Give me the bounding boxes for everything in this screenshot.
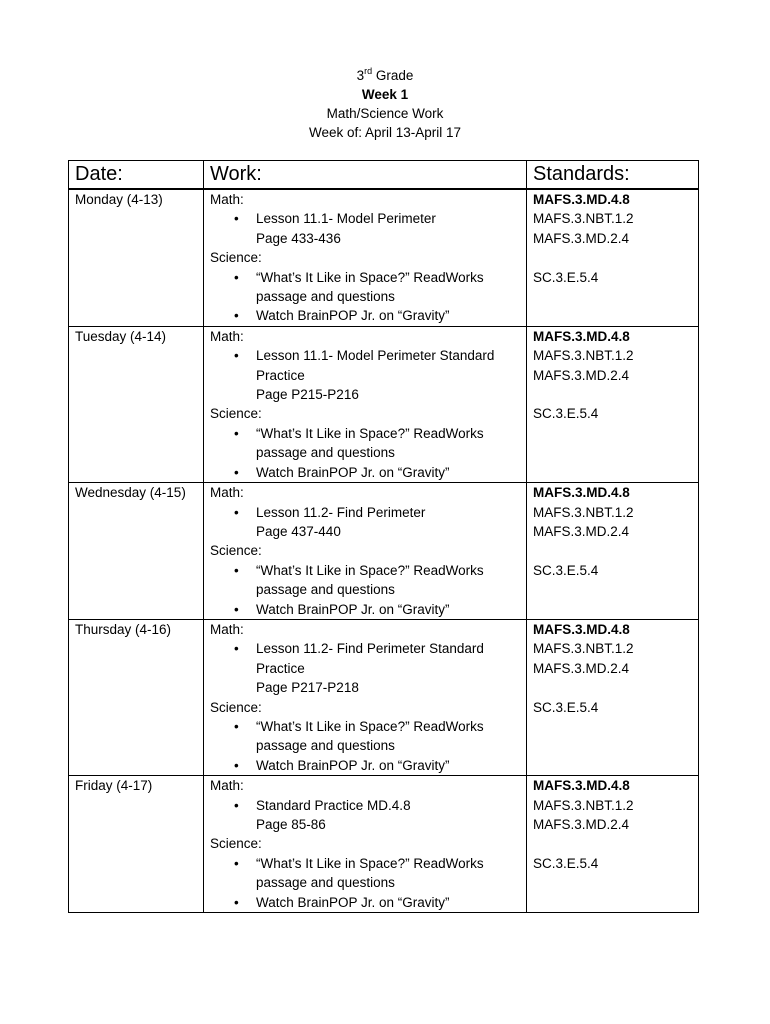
- science-item: [256, 463, 520, 482]
- science-list: [210, 268, 520, 326]
- week-of-line: Week of: April 13-April 17: [308, 125, 462, 140]
- math-item: [256, 639, 520, 697]
- science-item-line: • Watch BrainPOP Jr. on “Gravity”: [256, 757, 450, 773]
- science-item-line: • Watch BrainPOP Jr. on “Gravity”: [256, 601, 450, 617]
- math-item: [256, 209, 520, 248]
- science-standard-code: SC.3.E.5.4: [533, 406, 599, 422]
- science-standard-code: SC.3.E.5.4: [533, 699, 599, 715]
- schedule-body: [69, 189, 699, 913]
- math-list: [210, 346, 520, 404]
- table-row: [69, 189, 699, 326]
- science-item: [256, 306, 520, 325]
- day-label: Monday (4-13): [75, 192, 163, 207]
- math-item-line: • Lesson 11.1- Model Perimeter: [256, 211, 436, 227]
- math-item-line: • Standard Practice MD.4.8: [256, 797, 411, 813]
- day-label: Wednesday (4-15): [75, 485, 186, 501]
- table-row: [69, 776, 699, 913]
- science-label: Science:: [210, 406, 262, 422]
- science-item: [256, 854, 520, 893]
- day-cell: [69, 483, 204, 620]
- standard-spacer: [533, 541, 692, 560]
- math-item: [256, 796, 520, 835]
- standard-code: MAFS.3.MD.2.4: [533, 523, 630, 539]
- grade-ordinal: rd: [364, 65, 373, 76]
- subject-title: Math/Science Work: [326, 106, 444, 121]
- science-list: [210, 854, 520, 912]
- standard-code: MAFS.3.MD.4.8: [533, 192, 630, 207]
- science-item: [256, 268, 520, 307]
- schedule-table: [68, 160, 699, 913]
- header-standards: Standards:: [527, 161, 699, 190]
- standard-code: MAFS.3.NBT.1.2: [533, 348, 634, 364]
- math-list: [210, 796, 520, 835]
- standard-code: MAFS.3.MD.4.8: [533, 778, 630, 794]
- standard-code: MAFS.3.MD.2.4: [533, 230, 630, 246]
- work-cell: [204, 619, 527, 775]
- standard-spacer: [533, 248, 692, 267]
- math-label: Math:: [210, 485, 244, 501]
- science-item-line: • Watch BrainPOP Jr. on “Gravity”: [256, 894, 450, 910]
- science-item-line: • “What’s It Like in Space?” ReadWorks: [256, 718, 484, 734]
- math-item-line: Practice: [256, 660, 305, 676]
- science-list: [210, 424, 520, 482]
- standard-code: MAFS.3.NBT.1.2: [533, 504, 634, 520]
- math-item-line: Page P217-P218: [256, 680, 359, 696]
- table-row: [69, 619, 699, 775]
- science-item-line: passage and questions: [256, 875, 395, 891]
- standard-code: MAFS.3.MD.4.8: [533, 485, 630, 501]
- math-list: [210, 503, 520, 542]
- standard-spacer: [533, 834, 692, 853]
- science-standard-code: SC.3.E.5.4: [533, 855, 599, 871]
- science-standard-code: SC.3.E.5.4: [533, 269, 599, 285]
- standard-code: MAFS.3.NBT.1.2: [533, 641, 634, 657]
- science-label: Science:: [210, 250, 262, 266]
- math-list: [210, 639, 520, 697]
- math-label: Math:: [210, 328, 244, 344]
- science-item-line: • Watch BrainPOP Jr. on “Gravity”: [256, 308, 450, 324]
- science-item-line: passage and questions: [256, 289, 395, 305]
- grade-line: [0, 66, 770, 85]
- science-item: [256, 600, 520, 619]
- day-label: Tuesday (4-14): [75, 328, 167, 344]
- day-label: Thursday (4-16): [75, 621, 172, 637]
- math-item-line: Page P215-P216: [256, 387, 359, 403]
- standard-spacer: [533, 678, 692, 697]
- week-title: Week 1: [361, 87, 409, 102]
- standard-code: MAFS.3.NBT.1.2: [533, 211, 634, 227]
- science-item-line: • “What’s It Like in Space?” ReadWorks: [256, 562, 484, 578]
- grade-number: 3: [356, 68, 365, 83]
- day-cell: [69, 189, 204, 326]
- science-item-line: • “What’s It Like in Space?” ReadWorks: [256, 425, 484, 441]
- science-item: [256, 717, 520, 756]
- day-cell: [69, 326, 204, 482]
- work-cell: [204, 326, 527, 482]
- math-label: Math:: [210, 192, 244, 207]
- science-item: [256, 561, 520, 600]
- document-header: [0, 66, 770, 142]
- science-list: [210, 561, 520, 619]
- day-cell: [69, 619, 204, 775]
- work-cell: [204, 776, 527, 913]
- header-date: Date:: [69, 161, 204, 190]
- grade-word: Grade: [372, 68, 414, 83]
- math-item-line: Practice: [256, 367, 305, 383]
- day-label: Friday (4-17): [75, 778, 153, 794]
- header-work: Work:: [204, 161, 527, 190]
- standard-code: MAFS.3.MD.2.4: [533, 367, 630, 383]
- work-cell: [204, 189, 527, 326]
- math-item: [256, 346, 520, 404]
- math-item-line: • Lesson 11.2- Find Perimeter: [256, 504, 426, 520]
- science-list: [210, 717, 520, 775]
- science-item-line: • “What’s It Like in Space?” ReadWorks: [256, 269, 484, 285]
- science-item: [256, 756, 520, 775]
- math-item-line: • Lesson 11.2- Find Perimeter Standard: [256, 641, 484, 657]
- science-item-line: passage and questions: [256, 738, 395, 754]
- work-cell: [204, 483, 527, 620]
- science-item-line: • “What’s It Like in Space?” ReadWorks: [256, 855, 484, 871]
- science-item: [256, 893, 520, 912]
- table-row: [69, 326, 699, 482]
- math-label: Math:: [210, 621, 244, 637]
- math-label: Math:: [210, 778, 244, 794]
- science-item-line: passage and questions: [256, 582, 395, 598]
- math-list: [210, 209, 520, 248]
- standard-code: MAFS.3.MD.2.4: [533, 660, 630, 676]
- standards-cell: [527, 189, 699, 326]
- science-label: Science:: [210, 836, 262, 852]
- standard-code: MAFS.3.MD.2.4: [533, 817, 630, 832]
- science-label: Science:: [210, 543, 262, 559]
- standard-code: MAFS.3.NBT.1.2: [533, 797, 634, 813]
- science-item: [256, 424, 520, 463]
- math-item-line: Page 433-436: [256, 230, 341, 246]
- standards-cell: [527, 776, 699, 913]
- science-standard-code: SC.3.E.5.4: [533, 562, 599, 578]
- standard-spacer: [533, 385, 692, 404]
- science-item-line: • Watch BrainPOP Jr. on “Gravity”: [256, 464, 450, 480]
- standard-code: MAFS.3.MD.4.8: [533, 328, 630, 344]
- table-row: [69, 483, 699, 620]
- standards-cell: [527, 326, 699, 482]
- table-header-row: [69, 161, 699, 190]
- standards-cell: [527, 619, 699, 775]
- math-item-line: Page 85-86: [256, 817, 326, 832]
- day-cell: [69, 776, 204, 913]
- math-item-line: • Lesson 11.1- Model Perimeter Standard: [256, 348, 495, 364]
- math-item-line: Page 437-440: [256, 523, 341, 539]
- standard-code: MAFS.3.MD.4.8: [533, 621, 630, 637]
- science-item-line: passage and questions: [256, 445, 395, 461]
- math-item: [256, 503, 520, 542]
- science-label: Science:: [210, 699, 262, 715]
- standards-cell: [527, 483, 699, 620]
